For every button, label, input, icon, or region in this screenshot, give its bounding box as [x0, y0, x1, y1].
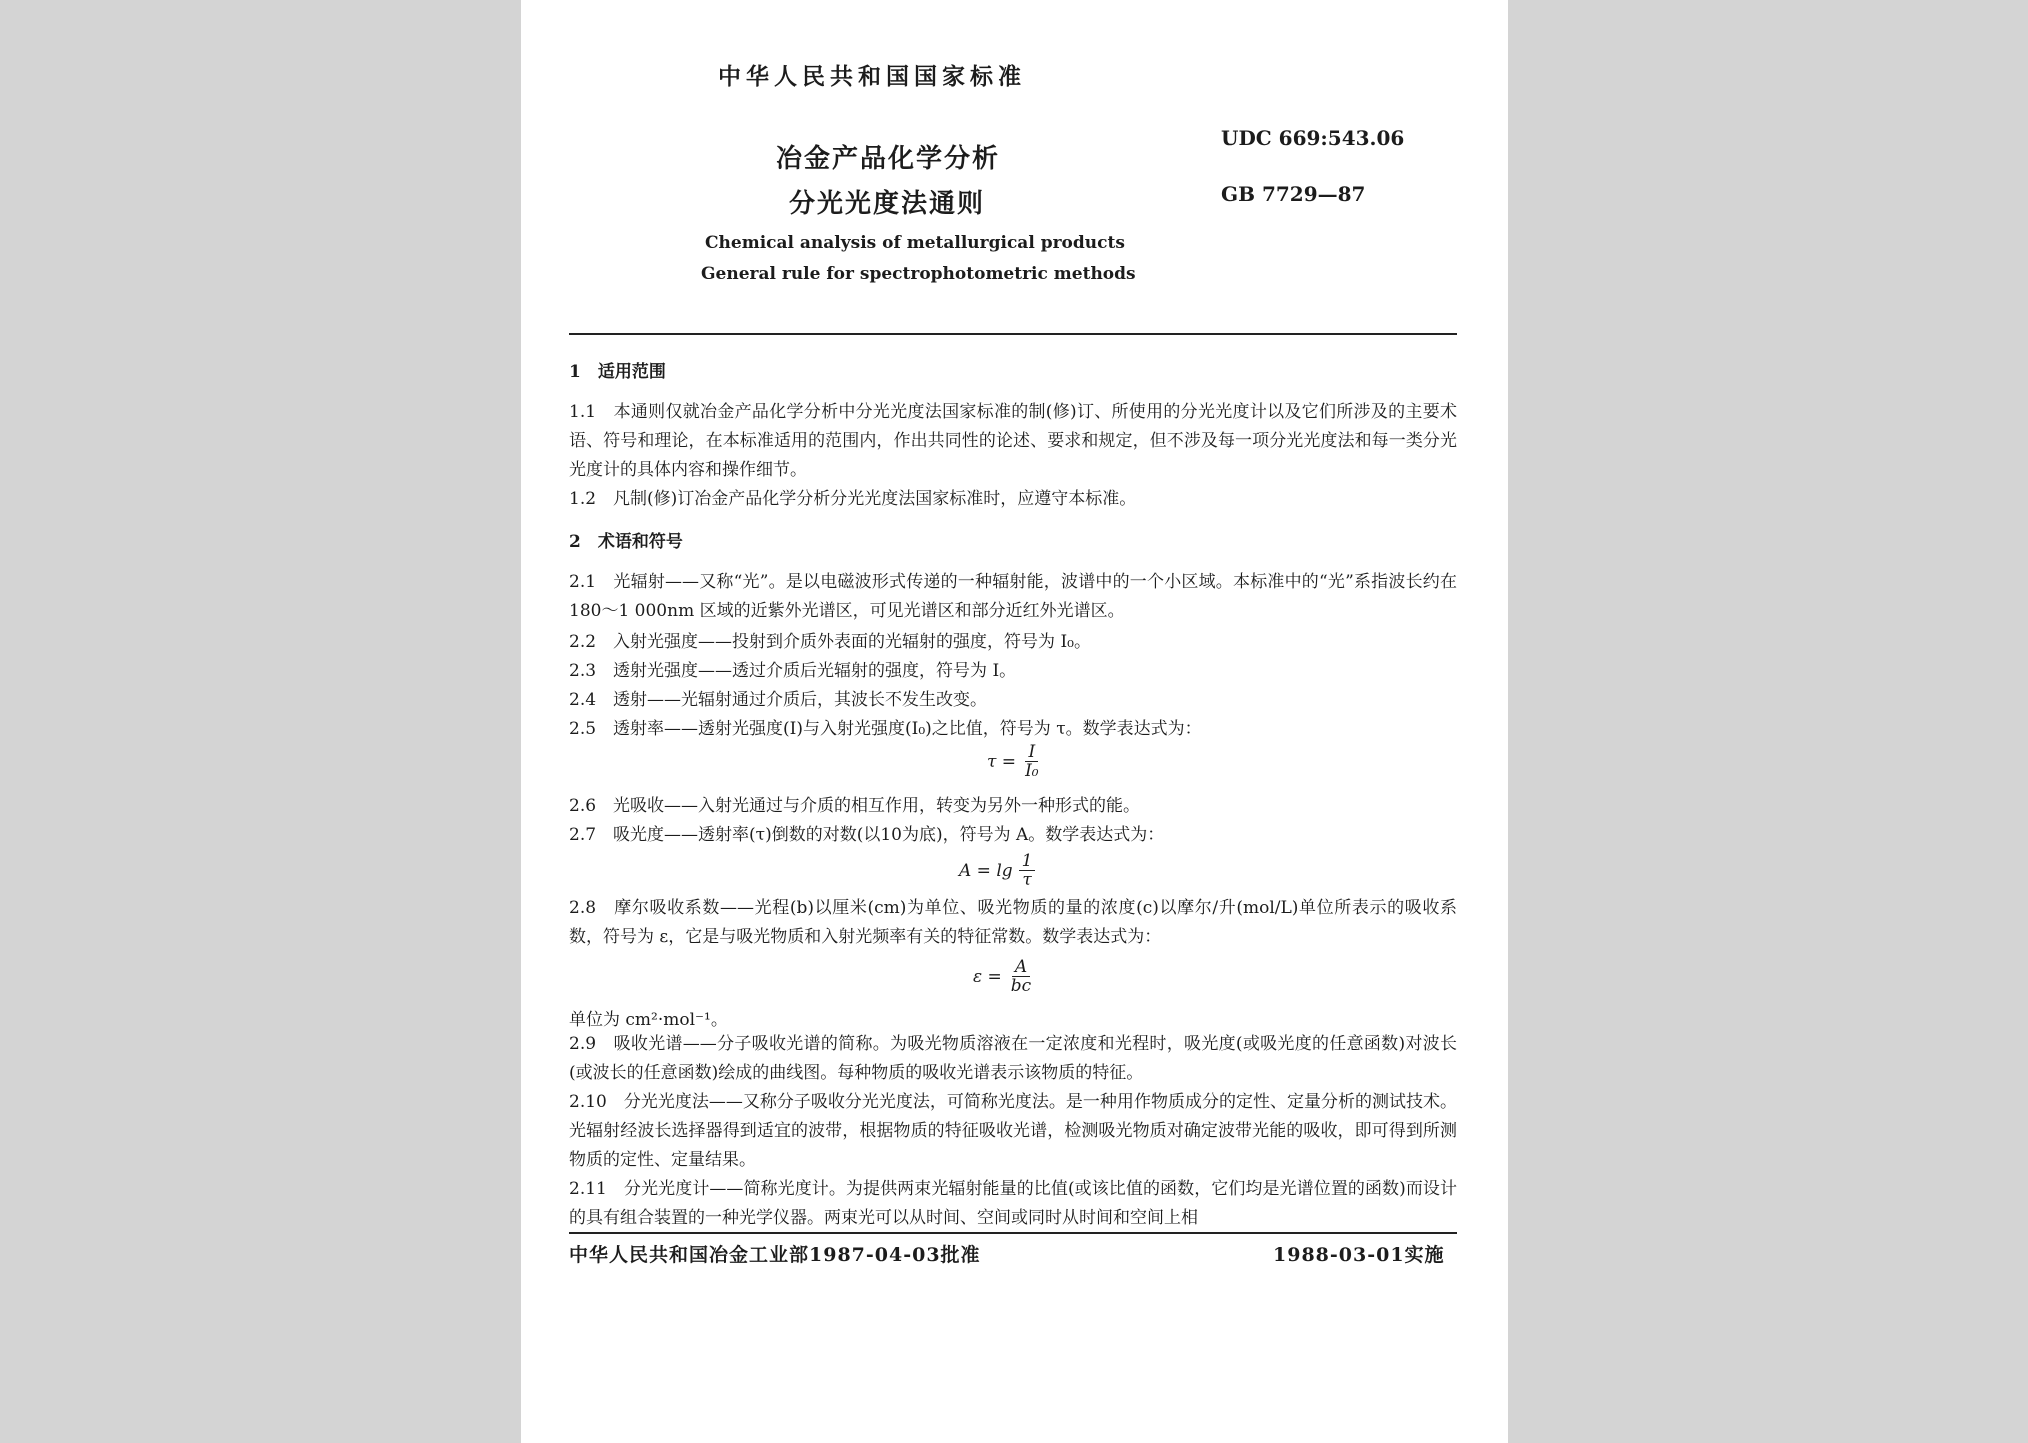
clause-2-7: 2.7 吸光度——透射率(τ)倒数的对数(以10为底)，符号为 A。数学表达式为： [569, 825, 1165, 845]
equation-numerator: A [1012, 958, 1030, 977]
clause-1-2: 1.2 凡制(修)订冶金产品化学分析分光光度法国家标准时，应遵守本标准。 [569, 489, 1137, 509]
equation-numerator: I [1025, 743, 1038, 762]
standard-header: 中华人民共和国国家标准 [718, 63, 1026, 90]
english-title-2: General rule for spectrophotometric methods [701, 264, 1136, 284]
header-divider [569, 333, 1457, 335]
equation-lhs: A = lg [959, 860, 1013, 881]
clause-2-5: 2.5 透射率——透射光强度(I)与入射光强度(I₀)之比值，符号为 τ。数学表达式为： [569, 719, 1202, 739]
clause-2-9: 2.9 吸收光谱——分子吸收光谱的简称。为吸光物质溶液在一定浓度和光程时，吸光度(或吸光度的任意函数)对波长(或波长的任意函数)绘成的曲线图。每种物质的吸收光谱表示该物质的特征。 [569, 1034, 1457, 1083]
title-line-2: 分光光度法通则 [789, 189, 986, 219]
equation-transmittance [987, 743, 1042, 780]
english-title-1: Chemical analysis of metallurgical products [705, 233, 1125, 253]
approval-info: 中华人民共和国冶金工业部1987-04-03批准 [569, 1244, 981, 1266]
clause-2-11: 2.11 分光光度计——简称光度计。为提供两束光辐射能量的比值(或该比值的函数，它们均是光谱位置的函数)而设计的具有组合装置的一种光学仪器。两束光可以从时间、空间或同时从时间和空间上相 [569, 1179, 1457, 1228]
section-2-heading: 2 术语和符号 [569, 532, 683, 552]
clause-2-10: 2.10 分光光度法——又称分子吸收分光光度法，可简称光度法。是一种用作物质成分的定性、定量分析的测试技术。光辐射经波长选择器得到适宜的波带，根据物质的特征吸收光谱，检测吸光物质对确定波带光能的吸收，即可得到所测物质的定性、定量结果。 [569, 1092, 1457, 1170]
equation-denominator: bc [1010, 976, 1032, 996]
equation-denominator: I₀ [1025, 761, 1039, 781]
equation-numerator: 1 [1019, 852, 1036, 871]
implementation-date: 1988-03-01实施 [1273, 1244, 1445, 1266]
equation-molar-absorptivity [973, 958, 1034, 995]
clause-2-2: 2.2 入射光强度——投射到介质外表面的光辐射的强度，符号为 I₀。 [569, 632, 1091, 652]
udc-code: UDC 669:543.06 [1221, 126, 1405, 150]
clause-2-4: 2.4 透射——光辐射通过介质后，其波长不发生改变。 [569, 690, 988, 710]
equation-absorbance [959, 852, 1035, 889]
unit-line: 单位为 cm²·mol⁻¹。 [569, 1010, 728, 1030]
gb-number: GB 7729—87 [1221, 182, 1366, 206]
footer-divider [569, 1232, 1457, 1234]
equation-denominator: τ [1022, 870, 1032, 890]
document-page [521, 0, 1508, 1443]
clause-2-6: 2.6 光吸收——入射光通过与介质的相互作用，转变为另外一种形式的能。 [569, 796, 1141, 816]
equation-lhs: τ = [987, 751, 1017, 772]
section-1-heading: 1 适用范围 [569, 362, 666, 382]
clause-1-1: 1.1 本通则仅就冶金产品化学分析中分光光度法国家标准的制(修)订、所使用的分光光度计以及它们所涉及的主要术语、符号和理论，在本标准适用的范围内，作出共同性的论述、要求和规定，但不涉及每一项分光光度法和每一类分光光度计的具体内容和操作细节。 [569, 402, 1457, 480]
clause-2-1: 2.1 光辐射——又称“光”。是以电磁波形式传递的一种辐射能，波谱中的一个小区域。本标准中的“光”系指波长约在180～1 000nm 区域的近紫外光谱区，可见光谱区和部分近红外光谱区。 [569, 572, 1457, 621]
title-line-1: 冶金产品化学分析 [776, 144, 1001, 174]
equation-lhs: ε = [973, 966, 1002, 987]
clause-2-8: 2.8 摩尔吸收系数——光程(b)以厘米(cm)为单位、吸光物质的量的浓度(c)以摩尔/升(mol/L)单位所表示的吸收系数，符号为 ε，它是与吸光物质和入射光频率有关的特征常数。数学表达式为： [569, 898, 1457, 947]
clause-2-3: 2.3 透射光强度——透过介质后光辐射的强度，符号为 I。 [569, 661, 1017, 681]
